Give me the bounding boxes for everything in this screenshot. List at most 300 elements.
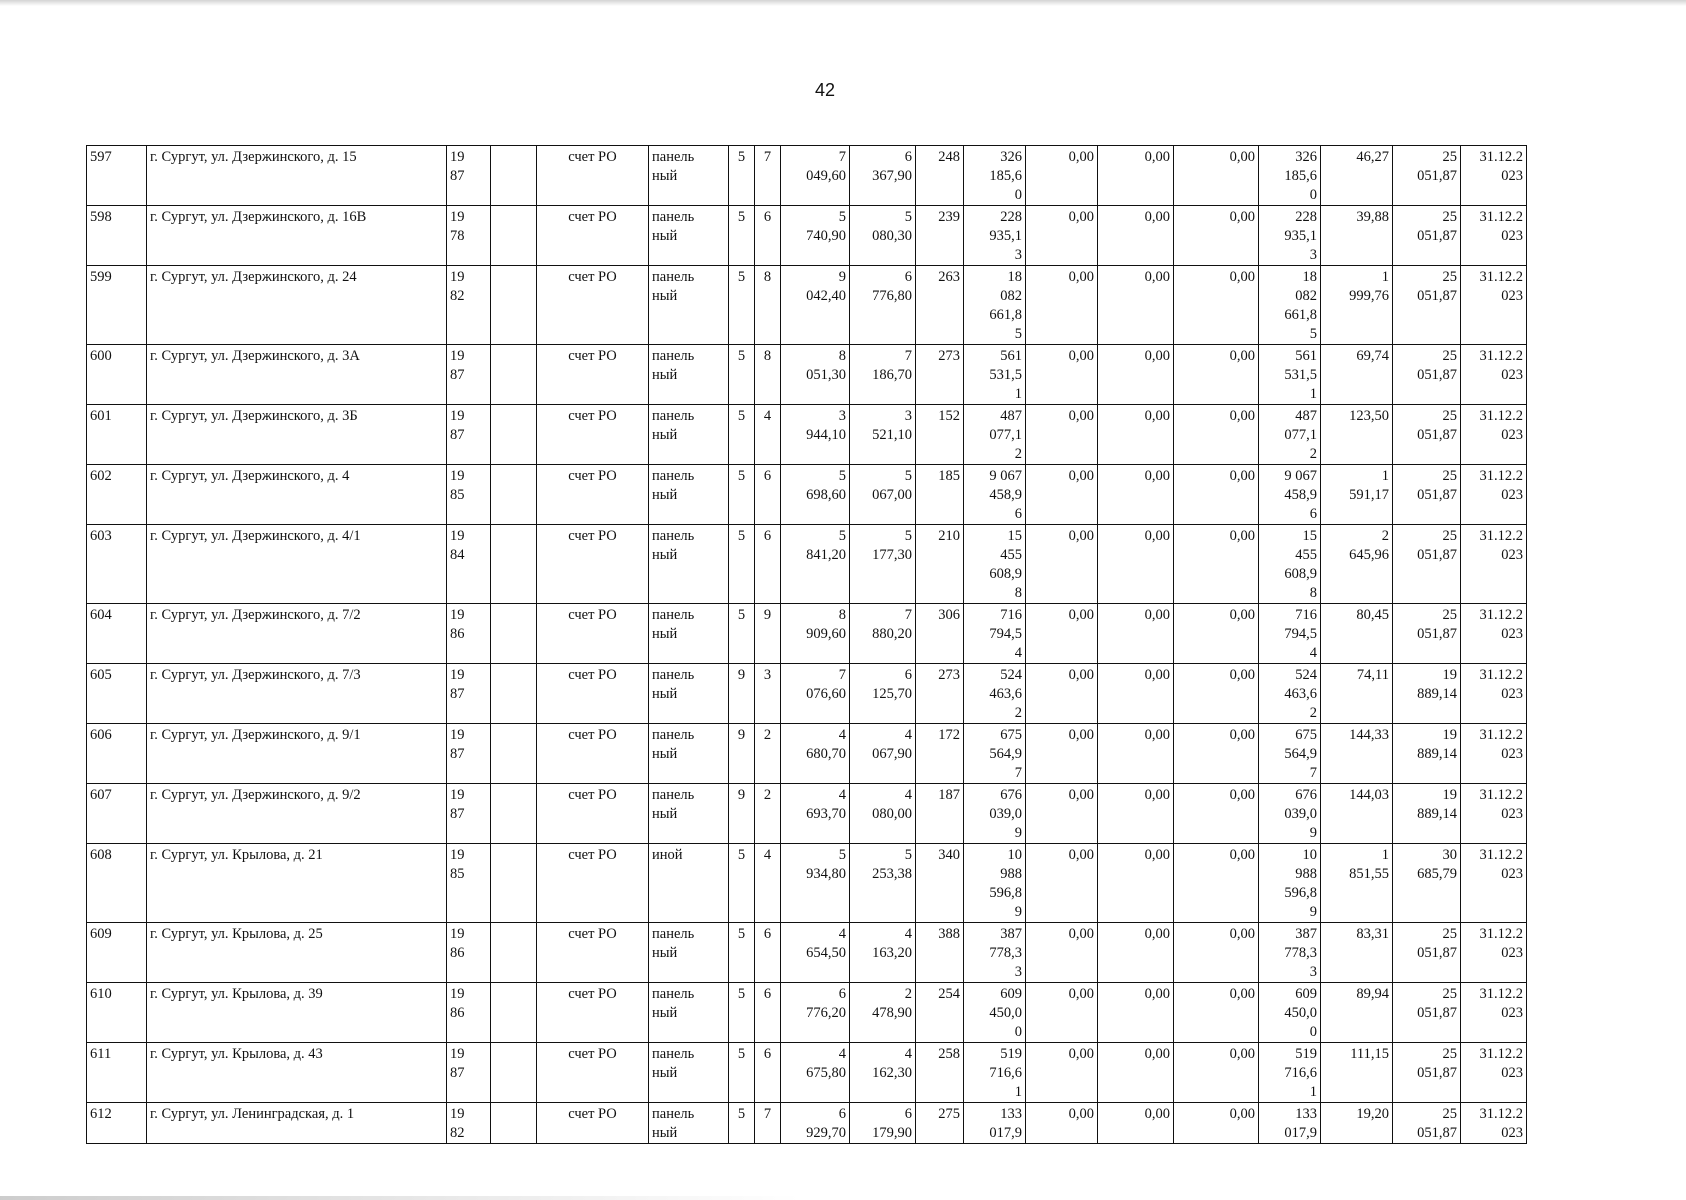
address-cell: г. Сургут, ул. Дзержинского, д. 9/1 (147, 724, 447, 784)
empty-cell (491, 405, 537, 465)
wall-material-cell: панель ный (649, 724, 729, 784)
repair-cost-cell: 228 935,1 3 (964, 206, 1026, 266)
entrances-cell: 6 (755, 983, 781, 1043)
fund-total-cell: 676 039,0 9 (1259, 784, 1321, 844)
fund-method-cell: счет РО (537, 345, 649, 405)
completion-date-cell: 31.12.2 023 (1461, 266, 1527, 345)
year-built-cell: 19 82 (447, 1103, 491, 1144)
completion-date-cell: 31.12.2 023 (1461, 1103, 1527, 1144)
funding-source-3-cell: 0,00 (1174, 405, 1259, 465)
repair-cost-cell: 18 082 661,8 5 (964, 266, 1026, 345)
entrances-cell: 6 (755, 206, 781, 266)
fund-method-cell: счет РО (537, 844, 649, 923)
address-cell: г. Сургут, ул. Ленинградская, д. 1 (147, 1103, 447, 1144)
unit-cost-cell: 123,50 (1321, 405, 1393, 465)
living-area-cell: 6 179,90 (850, 1103, 916, 1144)
cost-limit-cell: 25 051,87 (1393, 1043, 1461, 1103)
funding-source-2-cell: 0,00 (1098, 724, 1174, 784)
address-cell: г. Сургут, ул. Дзержинского, д. 16В (147, 206, 447, 266)
fund-total-cell: 9 067 458,9 6 (1259, 465, 1321, 525)
fund-total-cell: 716 794,5 4 (1259, 604, 1321, 664)
funding-source-1-cell: 0,00 (1026, 465, 1098, 525)
fund-method-cell: счет РО (537, 146, 649, 206)
address-cell: г. Сургут, ул. Крылова, д. 25 (147, 923, 447, 983)
wall-material-cell: панель ный (649, 525, 729, 604)
page-number: 42 (814, 80, 836, 100)
living-area-cell: 3 521,10 (850, 405, 916, 465)
empty-cell (491, 1043, 537, 1103)
cost-limit-cell: 25 051,87 (1393, 405, 1461, 465)
wall-material-cell: панель ный (649, 146, 729, 206)
cost-limit-cell: 19 889,14 (1393, 784, 1461, 844)
address-cell: г. Сургут, ул. Дзержинского, д. 24 (147, 266, 447, 345)
empty-cell (491, 345, 537, 405)
funding-source-3-cell: 0,00 (1174, 206, 1259, 266)
table-row (87, 664, 1527, 724)
floors-cell: 5 (729, 146, 755, 206)
funding-source-2-cell: 0,00 (1098, 266, 1174, 345)
floors-cell: 5 (729, 206, 755, 266)
funding-source-2-cell: 0,00 (1098, 784, 1174, 844)
address-cell: г. Сургут, ул. Дзержинского, д. 4 (147, 465, 447, 525)
entrances-cell: 8 (755, 345, 781, 405)
residents-cell: 258 (916, 1043, 964, 1103)
funding-source-2-cell: 0,00 (1098, 465, 1174, 525)
row-number-cell: 609 (87, 923, 147, 983)
funding-source-2-cell: 0,00 (1098, 345, 1174, 405)
fund-total-cell: 18 082 661,8 5 (1259, 266, 1321, 345)
funding-source-3-cell: 0,00 (1174, 266, 1259, 345)
completion-date-cell: 31.12.2 023 (1461, 525, 1527, 604)
empty-cell (491, 146, 537, 206)
cost-limit-cell: 25 051,87 (1393, 465, 1461, 525)
housing-registry-table (86, 145, 1527, 1144)
address-cell: г. Сургут, ул. Крылова, д. 43 (147, 1043, 447, 1103)
unit-cost-cell: 89,94 (1321, 983, 1393, 1043)
empty-cell (491, 604, 537, 664)
floors-cell: 9 (729, 664, 755, 724)
wall-material-cell: панель ный (649, 266, 729, 345)
funding-source-2-cell: 0,00 (1098, 983, 1174, 1043)
floors-cell: 5 (729, 405, 755, 465)
funding-source-2-cell: 0,00 (1098, 1043, 1174, 1103)
unit-cost-cell: 69,74 (1321, 345, 1393, 405)
repair-cost-cell: 133 017,9 (964, 1103, 1026, 1144)
cost-limit-cell: 25 051,87 (1393, 1103, 1461, 1144)
table-row (87, 604, 1527, 664)
row-number-cell: 611 (87, 1043, 147, 1103)
living-area-cell: 4 080,00 (850, 784, 916, 844)
completion-date-cell: 31.12.2 023 (1461, 604, 1527, 664)
residents-cell: 152 (916, 405, 964, 465)
living-area-cell: 5 067,00 (850, 465, 916, 525)
completion-date-cell: 31.12.2 023 (1461, 923, 1527, 983)
funding-source-1-cell: 0,00 (1026, 844, 1098, 923)
completion-date-cell: 31.12.2 023 (1461, 724, 1527, 784)
total-area-cell: 4 675,80 (781, 1043, 850, 1103)
empty-cell (491, 1103, 537, 1144)
funding-source-1-cell: 0,00 (1026, 1043, 1098, 1103)
row-number-cell: 598 (87, 206, 147, 266)
residents-cell: 239 (916, 206, 964, 266)
fund-total-cell: 133 017,9 (1259, 1103, 1321, 1144)
residents-cell: 340 (916, 844, 964, 923)
floors-cell: 5 (729, 1043, 755, 1103)
cost-limit-cell: 25 051,87 (1393, 604, 1461, 664)
total-area-cell: 8 909,60 (781, 604, 850, 664)
fund-method-cell: счет РО (537, 604, 649, 664)
table-row (87, 206, 1527, 266)
fund-total-cell: 326 185,6 0 (1259, 146, 1321, 206)
fund-total-cell: 487 077,1 2 (1259, 405, 1321, 465)
wall-material-cell: панель ный (649, 1103, 729, 1144)
table-row (87, 465, 1527, 525)
unit-cost-cell: 144,33 (1321, 724, 1393, 784)
unit-cost-cell: 83,31 (1321, 923, 1393, 983)
row-number-cell: 608 (87, 844, 147, 923)
fund-method-cell: счет РО (537, 465, 649, 525)
unit-cost-cell: 1 999,76 (1321, 266, 1393, 345)
funding-source-1-cell: 0,00 (1026, 146, 1098, 206)
entrances-cell: 9 (755, 604, 781, 664)
cost-limit-cell: 25 051,87 (1393, 146, 1461, 206)
empty-cell (491, 206, 537, 266)
table-row (87, 405, 1527, 465)
floors-cell: 5 (729, 983, 755, 1043)
cost-limit-cell: 25 051,87 (1393, 923, 1461, 983)
repair-cost-cell: 561 531,5 1 (964, 345, 1026, 405)
total-area-cell: 5 934,80 (781, 844, 850, 923)
entrances-cell: 6 (755, 923, 781, 983)
total-area-cell: 3 944,10 (781, 405, 850, 465)
cost-limit-cell: 19 889,14 (1393, 664, 1461, 724)
total-area-cell: 4 654,50 (781, 923, 850, 983)
unit-cost-cell: 74,11 (1321, 664, 1393, 724)
repair-cost-cell: 487 077,1 2 (964, 405, 1026, 465)
year-built-cell: 19 87 (447, 664, 491, 724)
empty-cell (491, 844, 537, 923)
year-built-cell: 19 87 (447, 724, 491, 784)
address-cell: г. Сургут, ул. Дзержинского, д. 15 (147, 146, 447, 206)
empty-cell (491, 784, 537, 844)
total-area-cell: 5 698,60 (781, 465, 850, 525)
funding-source-2-cell: 0,00 (1098, 604, 1174, 664)
empty-cell (491, 525, 537, 604)
funding-source-2-cell: 0,00 (1098, 664, 1174, 724)
unit-cost-cell: 19,20 (1321, 1103, 1393, 1144)
completion-date-cell: 31.12.2 023 (1461, 146, 1527, 206)
completion-date-cell: 31.12.2 023 (1461, 983, 1527, 1043)
fund-method-cell: счет РО (537, 206, 649, 266)
floors-cell: 5 (729, 844, 755, 923)
funding-source-1-cell: 0,00 (1026, 923, 1098, 983)
unit-cost-cell: 2 645,96 (1321, 525, 1393, 604)
year-built-cell: 19 87 (447, 1043, 491, 1103)
empty-cell (491, 983, 537, 1043)
floors-cell: 9 (729, 724, 755, 784)
repair-cost-cell: 676 039,0 9 (964, 784, 1026, 844)
residents-cell: 388 (916, 923, 964, 983)
funding-source-3-cell: 0,00 (1174, 784, 1259, 844)
wall-material-cell: панель ный (649, 923, 729, 983)
floors-cell: 5 (729, 1103, 755, 1144)
floors-cell: 5 (729, 465, 755, 525)
entrances-cell: 6 (755, 1043, 781, 1103)
repair-cost-cell: 10 988 596,8 9 (964, 844, 1026, 923)
total-area-cell: 7 076,60 (781, 664, 850, 724)
completion-date-cell: 31.12.2 023 (1461, 405, 1527, 465)
fund-method-cell: счет РО (537, 983, 649, 1043)
funding-source-3-cell: 0,00 (1174, 844, 1259, 923)
funding-source-1-cell: 0,00 (1026, 266, 1098, 345)
funding-source-1-cell: 0,00 (1026, 784, 1098, 844)
empty-cell (491, 923, 537, 983)
residents-cell: 185 (916, 465, 964, 525)
row-number-cell: 597 (87, 146, 147, 206)
funding-source-1-cell: 0,00 (1026, 206, 1098, 266)
entrances-cell: 7 (755, 146, 781, 206)
funding-source-3-cell: 0,00 (1174, 724, 1259, 784)
residents-cell: 254 (916, 983, 964, 1043)
cost-limit-cell: 25 051,87 (1393, 983, 1461, 1043)
repair-cost-cell: 524 463,6 2 (964, 664, 1026, 724)
completion-date-cell: 31.12.2 023 (1461, 206, 1527, 266)
funding-source-3-cell: 0,00 (1174, 1103, 1259, 1144)
row-number-cell: 606 (87, 724, 147, 784)
wall-material-cell: панель ный (649, 345, 729, 405)
cost-limit-cell: 19 889,14 (1393, 724, 1461, 784)
fund-method-cell: счет РО (537, 1103, 649, 1144)
entrances-cell: 8 (755, 266, 781, 345)
fund-method-cell: счет РО (537, 525, 649, 604)
floors-cell: 9 (729, 784, 755, 844)
row-number-cell: 612 (87, 1103, 147, 1144)
address-cell: г. Сургут, ул. Крылова, д. 21 (147, 844, 447, 923)
table-row (87, 1043, 1527, 1103)
floors-cell: 5 (729, 923, 755, 983)
year-built-cell: 19 87 (447, 146, 491, 206)
total-area-cell: 5 740,90 (781, 206, 850, 266)
wall-material-cell: панель ный (649, 206, 729, 266)
funding-source-3-cell: 0,00 (1174, 1043, 1259, 1103)
living-area-cell: 7 186,70 (850, 345, 916, 405)
address-cell: г. Сургут, ул. Дзержинского, д. 3А (147, 345, 447, 405)
table-row (87, 146, 1527, 206)
funding-source-2-cell: 0,00 (1098, 405, 1174, 465)
fund-total-cell: 609 450,0 0 (1259, 983, 1321, 1043)
repair-cost-cell: 609 450,0 0 (964, 983, 1026, 1043)
total-area-cell: 4 693,70 (781, 784, 850, 844)
fund-total-cell: 15 455 608,9 8 (1259, 525, 1321, 604)
repair-cost-cell: 675 564,9 7 (964, 724, 1026, 784)
address-cell: г. Сургут, ул. Дзержинского, д. 7/3 (147, 664, 447, 724)
row-number-cell: 607 (87, 784, 147, 844)
fund-method-cell: счет РО (537, 923, 649, 983)
residents-cell: 172 (916, 724, 964, 784)
entrances-cell: 6 (755, 465, 781, 525)
repair-cost-cell: 716 794,5 4 (964, 604, 1026, 664)
entrances-cell: 6 (755, 525, 781, 604)
entrances-cell: 2 (755, 784, 781, 844)
cost-limit-cell: 25 051,87 (1393, 266, 1461, 345)
funding-source-1-cell: 0,00 (1026, 345, 1098, 405)
row-number-cell: 599 (87, 266, 147, 345)
address-cell: г. Сургут, ул. Дзержинского, д. 3Б (147, 405, 447, 465)
empty-cell (491, 724, 537, 784)
fund-method-cell: счет РО (537, 784, 649, 844)
fund-total-cell: 519 716,6 1 (1259, 1043, 1321, 1103)
unit-cost-cell: 80,45 (1321, 604, 1393, 664)
entrances-cell: 7 (755, 1103, 781, 1144)
total-area-cell: 4 680,70 (781, 724, 850, 784)
cost-limit-cell: 25 051,87 (1393, 206, 1461, 266)
row-number-cell: 600 (87, 345, 147, 405)
living-area-cell: 2 478,90 (850, 983, 916, 1043)
address-cell: г. Сургут, ул. Дзержинского, д. 7/2 (147, 604, 447, 664)
scan-edge-top (0, 0, 1686, 6)
year-built-cell: 19 78 (447, 206, 491, 266)
table-row (87, 1103, 1527, 1144)
funding-source-3-cell: 0,00 (1174, 983, 1259, 1043)
funding-source-3-cell: 0,00 (1174, 146, 1259, 206)
total-area-cell: 8 051,30 (781, 345, 850, 405)
unit-cost-cell: 144,03 (1321, 784, 1393, 844)
year-built-cell: 19 82 (447, 266, 491, 345)
row-number-cell: 603 (87, 525, 147, 604)
residents-cell: 210 (916, 525, 964, 604)
funding-source-3-cell: 0,00 (1174, 923, 1259, 983)
funding-source-2-cell: 0,00 (1098, 146, 1174, 206)
address-cell: г. Сургут, ул. Крылова, д. 39 (147, 983, 447, 1043)
fund-method-cell: счет РО (537, 405, 649, 465)
funding-source-1-cell: 0,00 (1026, 724, 1098, 784)
wall-material-cell: панель ный (649, 405, 729, 465)
wall-material-cell: иной (649, 844, 729, 923)
residents-cell: 187 (916, 784, 964, 844)
completion-date-cell: 31.12.2 023 (1461, 465, 1527, 525)
year-built-cell: 19 87 (447, 784, 491, 844)
residents-cell: 275 (916, 1103, 964, 1144)
funding-source-3-cell: 0,00 (1174, 664, 1259, 724)
living-area-cell: 5 253,38 (850, 844, 916, 923)
unit-cost-cell: 1 851,55 (1321, 844, 1393, 923)
repair-cost-cell: 519 716,6 1 (964, 1043, 1026, 1103)
year-built-cell: 19 85 (447, 465, 491, 525)
funding-source-1-cell: 0,00 (1026, 664, 1098, 724)
empty-cell (491, 465, 537, 525)
entrances-cell: 4 (755, 844, 781, 923)
living-area-cell: 4 163,20 (850, 923, 916, 983)
funding-source-3-cell: 0,00 (1174, 604, 1259, 664)
table-row (87, 784, 1527, 844)
fund-total-cell: 675 564,9 7 (1259, 724, 1321, 784)
wall-material-cell: панель ный (649, 983, 729, 1043)
repair-cost-cell: 15 455 608,9 8 (964, 525, 1026, 604)
funding-source-2-cell: 0,00 (1098, 844, 1174, 923)
fund-method-cell: счет РО (537, 266, 649, 345)
funding-source-3-cell: 0,00 (1174, 345, 1259, 405)
funding-source-3-cell: 0,00 (1174, 465, 1259, 525)
fund-method-cell: счет РО (537, 1043, 649, 1103)
funding-source-1-cell: 0,00 (1026, 405, 1098, 465)
address-cell: г. Сургут, ул. Дзержинского, д. 4/1 (147, 525, 447, 604)
year-built-cell: 19 84 (447, 525, 491, 604)
completion-date-cell: 31.12.2 023 (1461, 784, 1527, 844)
unit-cost-cell: 111,15 (1321, 1043, 1393, 1103)
fund-total-cell: 228 935,1 3 (1259, 206, 1321, 266)
completion-date-cell: 31.12.2 023 (1461, 664, 1527, 724)
repair-cost-cell: 387 778,3 3 (964, 923, 1026, 983)
living-area-cell: 6 125,70 (850, 664, 916, 724)
cost-limit-cell: 25 051,87 (1393, 345, 1461, 405)
entrances-cell: 3 (755, 664, 781, 724)
row-number-cell: 604 (87, 604, 147, 664)
residents-cell: 273 (916, 664, 964, 724)
living-area-cell: 4 162,30 (850, 1043, 916, 1103)
repair-cost-cell: 326 185,6 0 (964, 146, 1026, 206)
residents-cell: 248 (916, 146, 964, 206)
funding-source-2-cell: 0,00 (1098, 525, 1174, 604)
table-row (87, 983, 1527, 1043)
year-built-cell: 19 86 (447, 923, 491, 983)
floors-cell: 5 (729, 345, 755, 405)
residents-cell: 306 (916, 604, 964, 664)
wall-material-cell: панель ный (649, 604, 729, 664)
unit-cost-cell: 1 591,17 (1321, 465, 1393, 525)
cost-limit-cell: 30 685,79 (1393, 844, 1461, 923)
residents-cell: 263 (916, 266, 964, 345)
funding-source-1-cell: 0,00 (1026, 525, 1098, 604)
fund-method-cell: счет РО (537, 664, 649, 724)
total-area-cell: 6 776,20 (781, 983, 850, 1043)
table-row (87, 923, 1527, 983)
living-area-cell: 6 776,80 (850, 266, 916, 345)
total-area-cell: 6 929,70 (781, 1103, 850, 1144)
year-built-cell: 19 86 (447, 604, 491, 664)
floors-cell: 5 (729, 266, 755, 345)
wall-material-cell: панель ный (649, 465, 729, 525)
empty-cell (491, 266, 537, 345)
row-number-cell: 610 (87, 983, 147, 1043)
funding-source-1-cell: 0,00 (1026, 1103, 1098, 1144)
fund-total-cell: 561 531,5 1 (1259, 345, 1321, 405)
repair-cost-cell: 9 067 458,9 6 (964, 465, 1026, 525)
floors-cell: 5 (729, 525, 755, 604)
scan-edge-bottom (0, 1196, 800, 1200)
fund-total-cell: 387 778,3 3 (1259, 923, 1321, 983)
completion-date-cell: 31.12.2 023 (1461, 1043, 1527, 1103)
residents-cell: 273 (916, 345, 964, 405)
row-number-cell: 602 (87, 465, 147, 525)
total-area-cell: 5 841,20 (781, 525, 850, 604)
total-area-cell: 9 042,40 (781, 266, 850, 345)
funding-source-2-cell: 0,00 (1098, 1103, 1174, 1144)
living-area-cell: 5 080,30 (850, 206, 916, 266)
unit-cost-cell: 46,27 (1321, 146, 1393, 206)
wall-material-cell: панель ный (649, 1043, 729, 1103)
fund-total-cell: 524 463,6 2 (1259, 664, 1321, 724)
row-number-cell: 605 (87, 664, 147, 724)
table-row (87, 844, 1527, 923)
funding-source-3-cell: 0,00 (1174, 525, 1259, 604)
empty-cell (491, 664, 537, 724)
completion-date-cell: 31.12.2 023 (1461, 345, 1527, 405)
entrances-cell: 4 (755, 405, 781, 465)
living-area-cell: 4 067,90 (850, 724, 916, 784)
year-built-cell: 19 87 (447, 405, 491, 465)
table-row (87, 266, 1527, 345)
funding-source-1-cell: 0,00 (1026, 983, 1098, 1043)
